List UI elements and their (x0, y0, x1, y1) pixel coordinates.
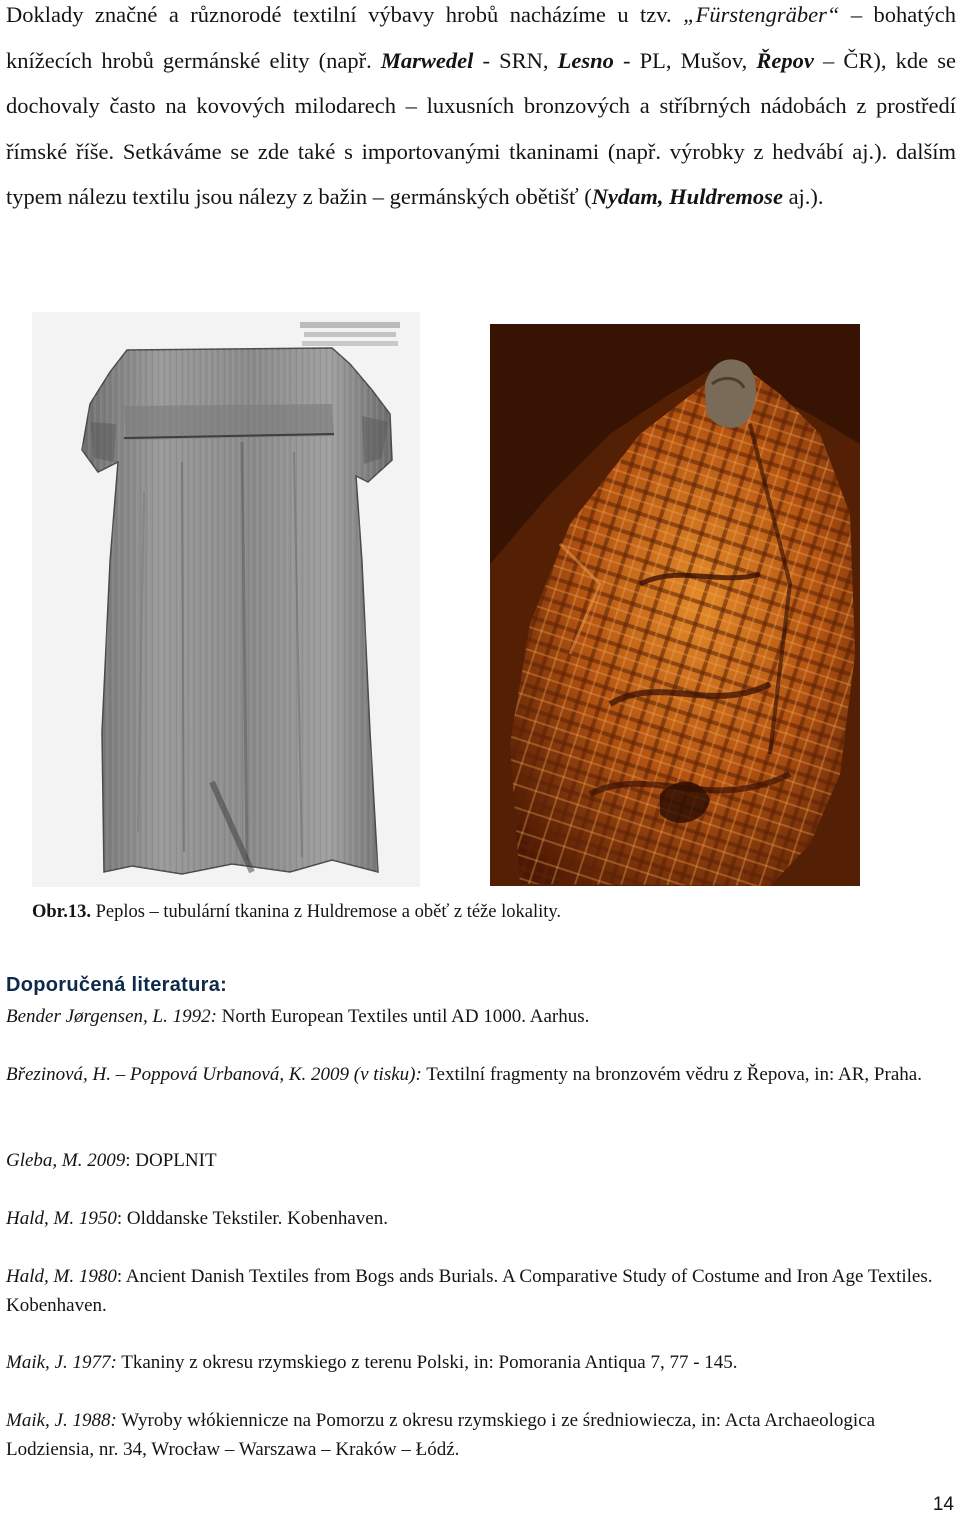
peplos-photo (32, 312, 420, 887)
reference-item (6, 1406, 956, 1464)
bog-body-photo (490, 324, 860, 886)
intro-text: Doklady značné a různorodé textilní výbavy hrobů nacházíme u tzv. (6, 2, 684, 27)
reference-item (6, 1002, 956, 1031)
reference-author: Hald, M. 1950 (6, 1208, 117, 1229)
site-lesno: Lesno (557, 47, 614, 73)
reference-author: Gleba, M. 2009 (6, 1150, 126, 1171)
reference-item (6, 1348, 956, 1377)
reference-title: Tkaniny z okresu rzymskiego z terenu Polski, in: Pomorania Antiqua 7, 77 - 145. (116, 1352, 738, 1373)
intro-text: - SRN, (473, 47, 558, 73)
reference-item (6, 1204, 956, 1233)
reference-author: Hald, M. 1980 (6, 1266, 117, 1287)
reference-item (6, 1262, 956, 1320)
sites-nydam-huldremose: Nydam, Huldremose (591, 184, 783, 209)
reference-item (6, 1146, 956, 1175)
intro-text: – ČR), kde se dochovaly často na kovových milodarech – luxusních bronzových a stříbrných nádobách z prostředí římské říše. Setkáváme se zde také s importovanými tkaninami (např. výrobky z hedvábí aj.). dalším typem nálezu textilu jsou nálezy z bažin – germánských obětišť ( (6, 47, 956, 209)
intro-term-fuerstengraeber: „Fürstengräber“ (683, 2, 840, 27)
page-number: 14 (932, 1494, 954, 1515)
reference-item (6, 1060, 956, 1089)
site-repov: Řepov (756, 47, 814, 73)
reference-title: : DOPLNIT (125, 1150, 217, 1171)
reference-author: Bender Jørgensen, L. 1992: (6, 1006, 217, 1027)
intro-text: – bohatých knížecích hrobů germánské elity (např. (6, 2, 956, 73)
reference-title: : Olddanske Tekstiler. Kobenhaven. (116, 1208, 388, 1229)
reference-title: Wyroby włókiennicze na Pomorzu z okresu rzymskiego i ze średniowiecza, in: Acta Archaeologica Lodziensia, nr. 34, Wrocław – Warszawa – Kraków – Łódź. (6, 1410, 876, 1460)
reference-author: Maik, J. 1977: (6, 1352, 117, 1373)
reference-title: : Ancient Danish Textiles from Bogs ands Burials. A Comparative Study of Costume and Iron Age Textiles. Kobenhaven. (6, 1266, 933, 1316)
intro-paragraph (6, 0, 956, 220)
reference-author: Březinová, H. – Poppová Urbanová, K. 2009 (v tisku): (6, 1064, 422, 1085)
intro-text: aj.). (782, 184, 824, 209)
figure-caption (32, 902, 561, 923)
site-marwedel: Marwedel (380, 47, 474, 73)
figure-label: Obr.13. (32, 902, 91, 922)
reference-title: North European Textiles until AD 1000. Aarhus. (216, 1006, 590, 1027)
figure-caption-text: Peplos – tubulární tkanina z Huldremose a oběť z téže lokality. (90, 902, 562, 922)
reference-title: Textilní fragmenty na bronzovém vědru z Řepova, in: AR, Praha. (421, 1064, 922, 1085)
reference-author: Maik, J. 1988: (6, 1410, 117, 1431)
literature-heading: Doporučená literatura: (6, 974, 228, 996)
intro-text: - PL, Mušov, (613, 47, 757, 73)
